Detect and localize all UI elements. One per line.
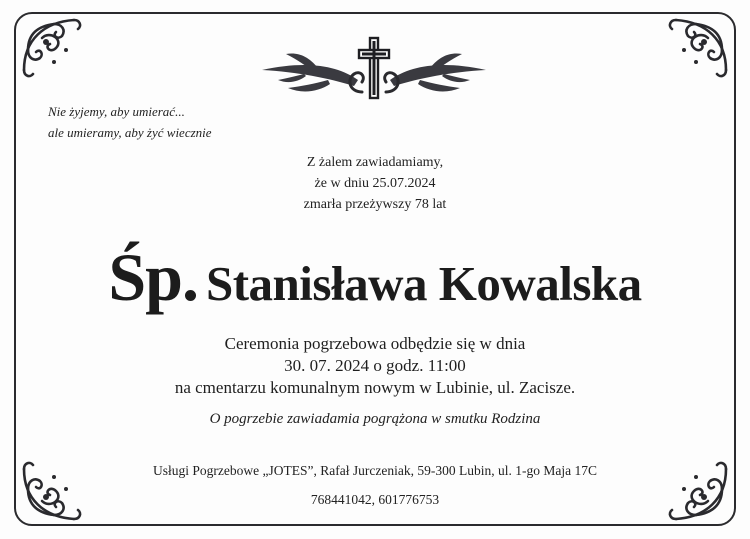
- funeral-ceremony-details: [0, 333, 750, 399]
- ceremony-line-3: na cmentarzu komunalnym nowym w Lubinie, ul. Zacisze.: [174, 378, 576, 397]
- corner-flourish-icon: [662, 10, 736, 84]
- motto-line-2: ale umieramy, aby żyć wiecznie: [48, 125, 212, 140]
- corner-flourish-icon: [14, 10, 88, 84]
- announcement-line-2: że w dniu 25.07.2024: [314, 176, 436, 191]
- family-note: O pogrzebie zawiadamia pogrążona w smutku Rodzina: [209, 411, 541, 427]
- motto: [48, 101, 212, 143]
- funeral-home-phones: 768441042, 601776753: [310, 492, 440, 507]
- cross-with-leaves-ornament-icon: [258, 36, 490, 110]
- ceremony-line-1: Ceremonia pogrzebowa odbędzie się w dnia: [224, 334, 526, 353]
- motto-line-1: Nie żyjemy, aby umierać...: [48, 104, 185, 119]
- deceased-name-heading: [0, 238, 750, 317]
- announcement-line-1: Z żalem zawiadamiamy,: [306, 155, 444, 170]
- deceased-prefix: Śp.: [108, 239, 198, 315]
- ceremony-line-2: 30. 07. 2024 o godz. 11:00: [284, 356, 466, 375]
- death-announcement: [0, 152, 750, 215]
- announcement-line-3: zmarła przeżywszy 78 lat: [303, 197, 447, 212]
- deceased-name: Stanisława Kowalska: [205, 256, 642, 311]
- funeral-home-details: Usługi Pogrzebowe „JOTES”, Rafał Jurczeniak, 59-300 Lubin, ul. 1-go Maja 17C: [153, 463, 597, 478]
